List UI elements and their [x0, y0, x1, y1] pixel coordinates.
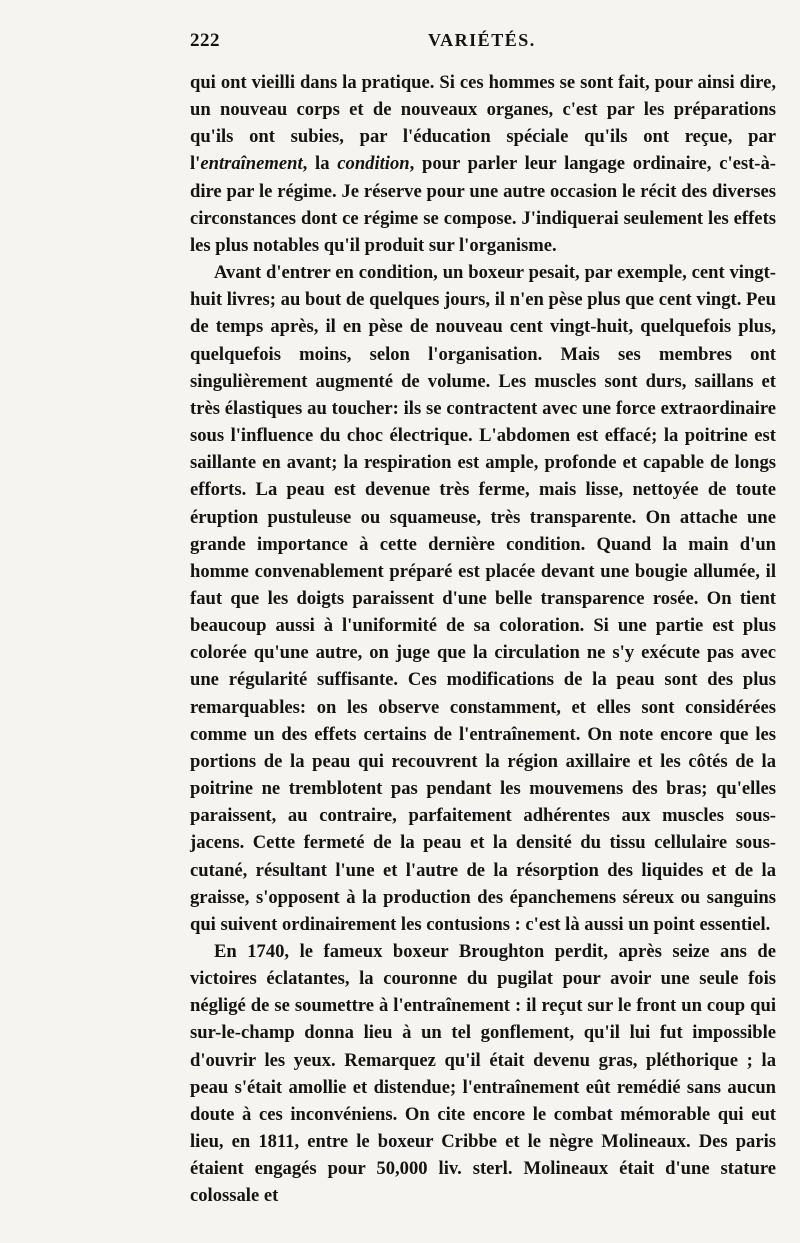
paragraph-1-text-a: qui ont vieilli dans la pratique. Si ces hommes se sont fait, pour ainsi dire, un nouveau corps et de nouveaux organes, c'est par les préparations qu'ils ont subies, par l'éducation spéciale qu'ils ont reçue, par l' [190, 72, 776, 175]
paragraph-3: En 1740, le fameux boxeur Broughton perdit, après seize ans de victoires éclatantes, la couronne du pugilat pour avoir une seule fois négligé de se soumettre à l'entraînement : il reçut sur le front un coup qui sur-le-champ donna lieu à un tel gonflement, qu'il lui fut impossible d'ouvrir les yeux. Remarquez qu'il était devenu gras, pléthorique ; la peau s'était amollie et distendue; l'entraînement eût remédié sans aucun doute à ces inconvéniens. On cite encore le combat mémorable qui eut lieu, en 1811, entre le boxeur Cribbe et le nègre Molineaux. Des paris étaient engagés pour 50,000 liv. sterl. Molineaux était d'une stature colossale et [190, 941, 776, 1207]
paragraph-2: Avant d'entrer en condition, un boxeur pesait, par exemple, cent vingt-huit livres; au bout de quelques jours, il n'en pèse plus que cent vingt. Peu de temps après, il en pèse de nouveau cent vingt-huit, quelquefois plus, quelquefois moins, selon l'organisation. Mais ses membres ont singulièrement augmenté de volume. Les muscles sont durs, saillans et très élastiques au toucher: ils se contractent avec une force extraordinaire sous l'influence du choc électrique. L'abdomen est effacé; la poitrine est saillante en avant; la respiration est ample, profonde et capable de longs efforts. La peau est devenue très ferme, mais lisse, nettoyée de toute éruption pustuleuse ou squameuse, très transparente. On attache une grande importance à cette dernière condition. Quand la main d'un homme convenablement préparé est placée devant une bougie allumée, il faut que les doigts paraissent d'une belle transparence rosée. On tient beaucoup aussi à l'uniformité de sa coloration. Si une partie est plus colorée qu'une autre, on juge que la circulation ne s'y exécute pas avec une régularité suffisante. Ces modifications de la peau sont des plus remarquables: on les observe constamment, et elles sont considérées comme un des effets certains de l'entraînement. On note encore que les portions de la peau qui recouvrent la région axillaire et les côtés de la poitrine ne tremblotent pas pendant les mouvemens des bras; qu'elles paraissent, au contraire, parfaitement adhérentes aux muscles sous-jacens. Cette fermeté de la peau et la densité du tissu cellulaire sous-cutané, résultant l'une et l'autre de la résorption des liquides et de la graisse, s'opposent à la production des épanchemens séreux ou sanguins qui suivent ordinairement les contusions : c'est là aussi un point essentiel. [190, 262, 776, 935]
italic-term-entrainement: entraînement [200, 153, 303, 175]
paragraph-1-text-b: , la [302, 153, 338, 175]
body-text [190, 69, 776, 1210]
running-title: VARIÉTÉS. [428, 30, 536, 50]
page-number: 222 [190, 30, 220, 51]
page-header [190, 30, 780, 62]
italic-term-condition: condition [337, 153, 410, 175]
paragraph-1-text-c: , pour parler leur langage ordinaire, c'est-à-dire par le régime. Je réserve pour une autre occasion le récit des diverses circonstances dont ce régime se compose. J'indiquerai seulement les effets les plus notables qu'il produit sur l'organisme. [190, 153, 776, 256]
paragraph-1 [190, 69, 776, 259]
